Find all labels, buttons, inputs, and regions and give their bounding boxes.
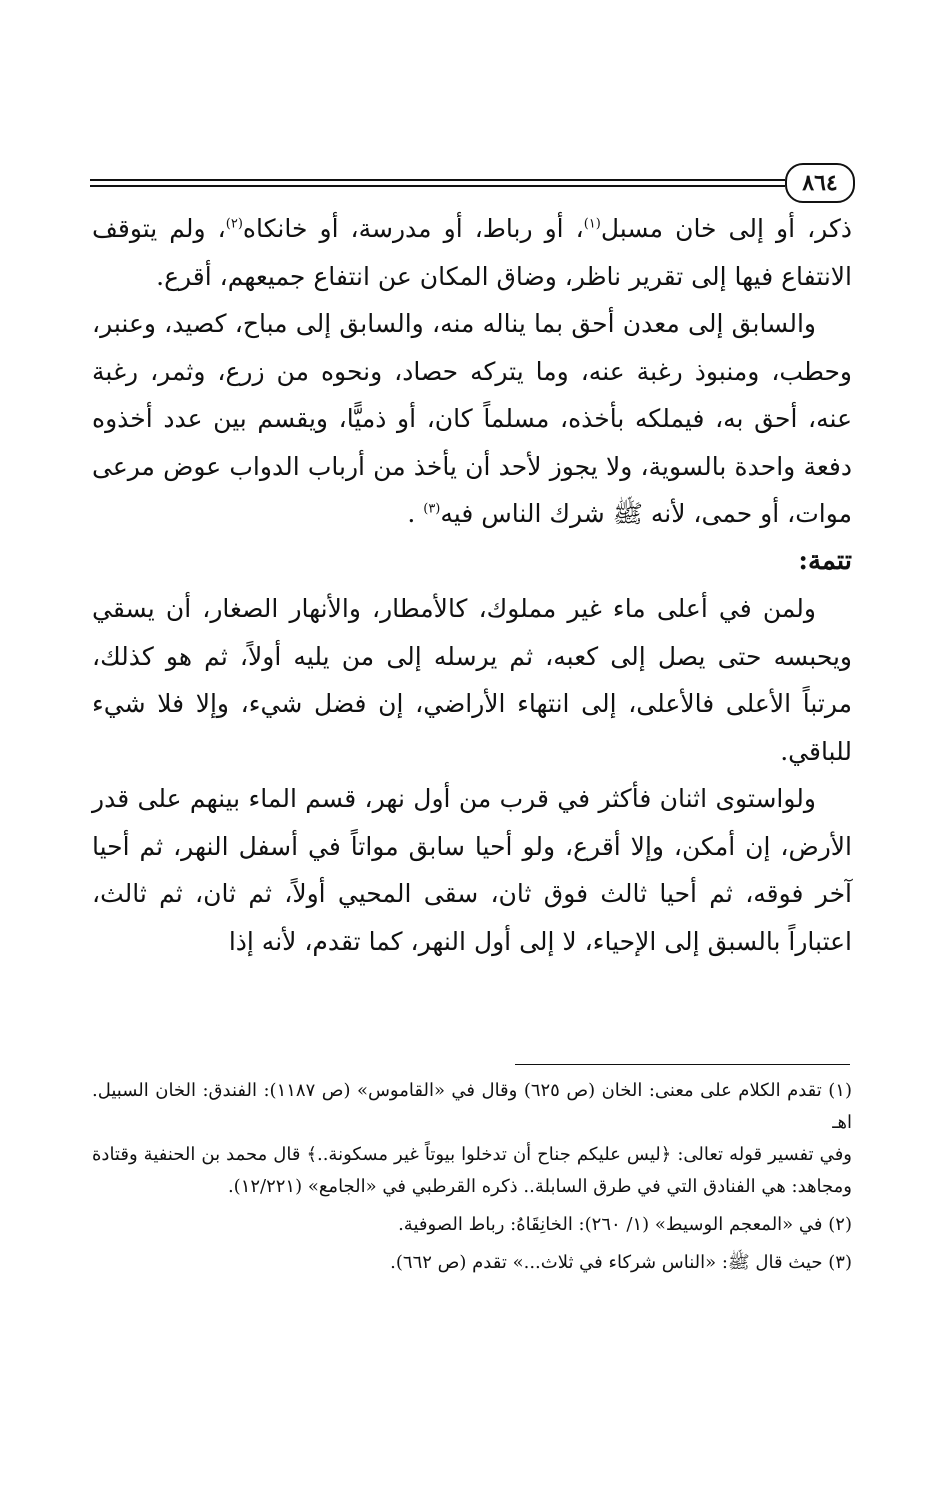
- footnote-line: [92, 1209, 852, 1241]
- footnote-number: (٣): [828, 1252, 852, 1273]
- page-header: [90, 163, 855, 203]
- footnote-line: [92, 1247, 852, 1279]
- paragraph-1: [92, 205, 852, 300]
- footnote-number: (١): [828, 1080, 852, 1101]
- footnote-line: [92, 1075, 852, 1139]
- header-rule-double: [90, 185, 785, 187]
- footnote-ref[interactable]: (٣): [423, 501, 441, 517]
- footnote-line: وفي تفسير قوله تعالى: ﴿ليس عليكم جناح أن تدخلوا بيوتاً غير مسكونة..﴾ قال محمد بن الحنفية وقتادة ومجاهد: هي الفنادق التي في طرق السابلة.. ذكره القرطبي في «الجامع» (١٢/٢٢١).: [92, 1144, 852, 1197]
- paragraph-3: ولمن في أعلى ماء غير مملوك، كالأمطار، والأنهار الصغار، أن يسقي ويحبسه حتى يصل إلى كعبه، ثم يرسله إلى من يليه أولاً، ثم هو كذلك، مرتباً الأعلى فالأعلى، إلى انتهاء الأراضي، إن فضل شيء، وإلا فلا شيء للباقي.: [92, 594, 852, 766]
- section-heading: تتمة:: [798, 545, 852, 576]
- header-rule: [90, 179, 785, 181]
- footnote-text: تقدم الكلام على معنى: الخان (ص ٦٢٥) وقال في «القاموس» (ص ١١٨٧): الفندق: الخان السبيل. اهـ: [92, 1080, 852, 1133]
- paragraph-text: والسابق إلى معدن أحق بما يناله منه، والسابق إلى مباح، كصيد، وعنبر، وحطب، ومنبوذ رغبة عنه، وما يتركه حصاد، ونحوه من زرع، وثمر، رغبة عنه، أحق به، فيملكه بأخذه، مسلماً كان، أو ذميًّا، ويقسم بين عدد أخذوه دفعة واحدة بالسوية، ولا يجوز لأحد أن يأخذ من أرباب الدواب عوض مرعى موات، أو حمى، لأنه ﷺ شرك الناس فيه: [92, 309, 852, 528]
- paragraph-4: ولواستوى اثنان فأكثر في قرب من أول نهر، قسم الماء بينهم على قدر الأرض، إن أمكن، وإلا أقرع، ولو أحيا سابق مواتاً في أسفل النهر، ثم أحيا آخر فوقه، ثم أحيا ثالث فوق ثان، سقى المحيي أولاً، ثم ثان، ثم ثالث، اعتباراً بالسبق إلى الإحياء، لا إلى أول النهر، كما تقدم، لأنه إذا: [92, 784, 852, 956]
- footnote-3: [92, 1247, 852, 1279]
- paragraph-text: ، أو رباط، أو مدرسة، أو خانكاه: [242, 214, 584, 243]
- paragraph-2: [92, 300, 852, 538]
- footnote-text: في «المعجم الوسيط» (١/ ٢٦٠): الخانِقَاهُ: رباط الصوفية.: [398, 1214, 823, 1235]
- footnote-1: [92, 1075, 852, 1203]
- footnote-separator: [515, 1064, 850, 1065]
- footnote-ref[interactable]: (١): [583, 216, 601, 232]
- paragraph-text: ، ولم يتوقف الانتفاع فيها إلى تقرير ناظر، وضاق المكان عن انتفاع جميعهم، أقرع.: [92, 214, 852, 291]
- main-text: [92, 205, 852, 965]
- footnote-text: حيث قال ﷺ: «الناس شركاء في ثلاث...» تقدم (ص ٦٦٢).: [390, 1252, 823, 1273]
- paragraph-text: ذكر، أو إلى خان مسبل: [600, 214, 852, 243]
- footnote-2: [92, 1209, 852, 1241]
- page-number: ٨٦٤: [785, 163, 855, 203]
- footnotes: [92, 1075, 852, 1285]
- paragraph-text: .: [407, 499, 424, 528]
- footnote-number: (٢): [828, 1214, 852, 1235]
- footnote-ref[interactable]: (٢): [225, 216, 243, 232]
